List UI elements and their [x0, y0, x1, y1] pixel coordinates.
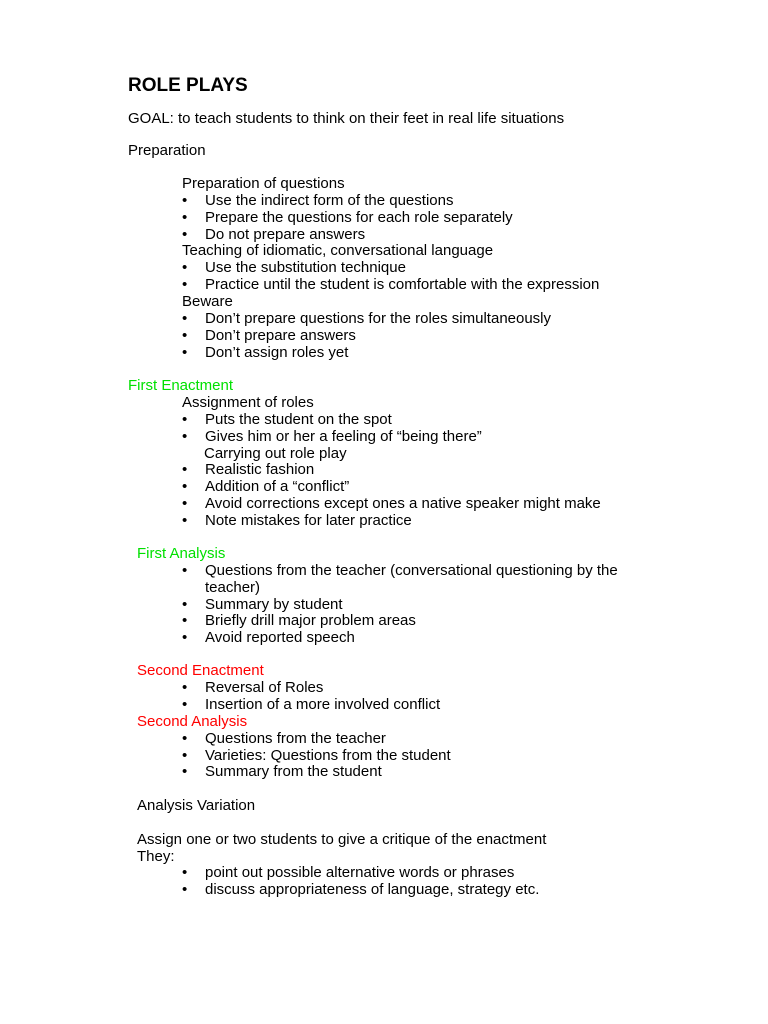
list-item: Avoid reported speech: [205, 629, 355, 646]
list-item: Do not prepare answers: [205, 226, 366, 243]
list-item: discuss appropriateness of language, strategy etc.: [205, 881, 540, 898]
list-item: point out possible alternative words or phrases: [205, 864, 515, 881]
they-label: They:: [137, 848, 175, 865]
bullet-icon: •: [182, 192, 188, 209]
bullet-icon: •: [182, 763, 188, 780]
carrying-subheading: Carrying out role play: [204, 445, 347, 462]
bullet-icon: •: [182, 310, 188, 327]
assignment-subheading: Assignment of roles: [182, 394, 314, 411]
second-analysis-heading: Second Analysis: [137, 713, 248, 730]
bullet-icon: •: [182, 276, 188, 293]
bullet-icon: •: [182, 747, 188, 764]
goal-text: GOAL: to teach students to think on their feet in real life situations: [128, 110, 565, 127]
list-item-continuation: teacher): [205, 579, 261, 596]
bullet-icon: •: [182, 512, 188, 529]
list-item: Don’t prepare answers: [205, 327, 356, 344]
list-item: Note mistakes for later practice: [205, 512, 412, 529]
list-item: Use the indirect form of the questions: [205, 192, 454, 209]
bullet-icon: •: [182, 259, 188, 276]
bullet-icon: •: [182, 881, 188, 898]
bullet-icon: •: [182, 696, 188, 713]
list-item: Addition of a “conflict”: [205, 478, 350, 495]
bullet-icon: •: [182, 730, 188, 747]
analysis-variation-text: Assign one or two students to give a critique of the enactment: [137, 831, 547, 848]
list-item: Briefly drill major problem areas: [205, 612, 416, 629]
analysis-variation-heading: Analysis Variation: [137, 797, 256, 814]
list-item: Avoid corrections except ones a native speaker might make: [205, 495, 601, 512]
bullet-icon: •: [182, 864, 188, 881]
bullet-icon: •: [182, 428, 188, 445]
second-enactment-heading: Second Enactment: [137, 662, 264, 679]
preparation-heading: Preparation: [128, 142, 206, 159]
list-item: Insertion of a more involved conflict: [205, 696, 441, 713]
list-item: Practice until the student is comfortable with the expression: [205, 276, 600, 293]
list-item: Don’t prepare questions for the roles simultaneously: [205, 310, 552, 327]
beware-subheading: Beware: [182, 293, 233, 310]
list-item: Reversal of Roles: [205, 679, 324, 696]
list-item: Varieties: Questions from the student: [205, 747, 451, 764]
bullet-icon: •: [182, 596, 188, 613]
page-title: ROLE PLAYS: [128, 75, 248, 96]
bullet-icon: •: [182, 495, 188, 512]
list-item: Prepare the questions for each role separately: [205, 209, 513, 226]
list-item: Realistic fashion: [205, 461, 315, 478]
list-item: Questions from the teacher: [205, 730, 386, 747]
first-analysis-heading: First Analysis: [137, 545, 226, 562]
list-item: Don’t assign roles yet: [205, 344, 349, 361]
list-item: Gives him or her a feeling of “being there”: [205, 428, 482, 445]
bullet-icon: •: [182, 226, 188, 243]
questions-subheading: Preparation of questions: [182, 175, 345, 192]
list-item: Summary from the student: [205, 763, 382, 780]
language-subheading: Teaching of idiomatic, conversational language: [182, 242, 494, 259]
list-item: Summary by student: [205, 596, 343, 613]
bullet-icon: •: [182, 461, 188, 478]
bullet-icon: •: [182, 629, 188, 646]
bullet-icon: •: [182, 562, 188, 579]
bullet-icon: •: [182, 612, 188, 629]
bullet-icon: •: [182, 478, 188, 495]
bullet-icon: •: [182, 411, 188, 428]
bullet-icon: •: [182, 209, 188, 226]
bullet-icon: •: [182, 679, 188, 696]
bullet-icon: •: [182, 327, 188, 344]
bullet-icon: •: [182, 344, 188, 361]
list-item: Puts the student on the spot: [205, 411, 392, 428]
list-item: Questions from the teacher (conversational questioning by the: [205, 562, 618, 579]
first-enactment-heading: First Enactment: [128, 377, 234, 394]
list-item: Use the substitution technique: [205, 259, 406, 276]
